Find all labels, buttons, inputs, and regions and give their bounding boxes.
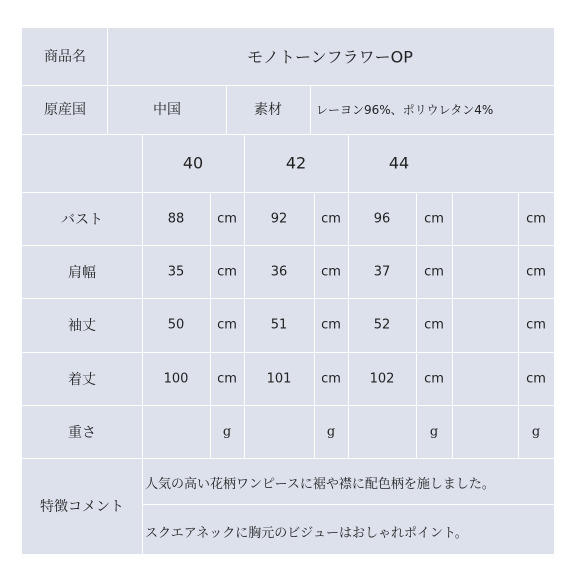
weight-extra-unit: g bbox=[531, 424, 541, 440]
comment-line-1: 人気の高い花柄ワンピースに裾や襟に配色柄を施しました。 bbox=[145, 477, 495, 492]
bust-40-value: 88 bbox=[167, 211, 185, 227]
sleeve-44-unit: cm bbox=[424, 317, 444, 333]
grid-line bbox=[22, 298, 554, 299]
product-name-label: 商品名 bbox=[44, 49, 86, 65]
grid-line bbox=[310, 85, 311, 134]
bust-44-value: 96 bbox=[373, 211, 391, 227]
comment-label: 特徴コメント bbox=[40, 499, 124, 515]
row-label-bust: バスト bbox=[61, 212, 103, 228]
size-header-42: 42 bbox=[285, 153, 307, 173]
grid-line bbox=[22, 192, 554, 193]
sleeve-42-value: 51 bbox=[270, 317, 288, 333]
length-40-value: 100 bbox=[163, 371, 189, 387]
length-40-unit: cm bbox=[217, 371, 237, 387]
grid-line bbox=[142, 134, 143, 554]
origin-value: 中国 bbox=[153, 102, 181, 118]
sleeve-extra-unit: cm bbox=[526, 317, 546, 333]
shoulder-extra-unit: cm bbox=[526, 264, 546, 280]
grid-line bbox=[22, 134, 554, 135]
row-label-sleeve: 袖丈 bbox=[68, 318, 96, 334]
grid-line bbox=[348, 134, 349, 458]
weight-42-unit: g bbox=[326, 424, 336, 440]
grid-line bbox=[244, 134, 245, 458]
grid-line bbox=[22, 458, 554, 459]
product-name-value: モノトーンフラワーOP bbox=[247, 47, 413, 67]
comment-line-2: スクエアネックに胸元のビジューはおしゃれポイント。 bbox=[145, 526, 468, 541]
bust-42-value: 92 bbox=[270, 211, 288, 227]
length-42-unit: cm bbox=[321, 371, 341, 387]
grid-line bbox=[22, 85, 554, 86]
material-label: 素材 bbox=[254, 102, 282, 118]
weight-40-unit: g bbox=[222, 424, 232, 440]
sleeve-42-unit: cm bbox=[321, 317, 341, 333]
bust-44-unit: cm bbox=[424, 211, 444, 227]
grid-line bbox=[142, 504, 554, 505]
length-44-value: 102 bbox=[369, 371, 395, 387]
bust-40-unit: cm bbox=[217, 211, 237, 227]
grid-line bbox=[518, 192, 519, 458]
length-extra-unit: cm bbox=[526, 371, 546, 387]
origin-label: 原産国 bbox=[44, 102, 86, 118]
shoulder-40-unit: cm bbox=[217, 264, 237, 280]
row-label-shoulder: 肩幅 bbox=[68, 265, 96, 281]
row-label-length: 着丈 bbox=[68, 372, 96, 388]
grid-line bbox=[226, 85, 227, 134]
sleeve-40-unit: cm bbox=[217, 317, 237, 333]
length-44-unit: cm bbox=[424, 371, 444, 387]
sleeve-44-value: 52 bbox=[373, 317, 391, 333]
row-label-weight: 重さ bbox=[68, 425, 96, 441]
shoulder-40-value: 35 bbox=[167, 264, 185, 280]
spec-sheet bbox=[22, 28, 554, 554]
length-42-value: 101 bbox=[266, 371, 292, 387]
grid-line bbox=[210, 192, 211, 458]
bust-42-unit: cm bbox=[321, 211, 341, 227]
grid-line bbox=[416, 192, 417, 458]
shoulder-42-value: 36 bbox=[270, 264, 288, 280]
grid-line bbox=[107, 28, 108, 134]
shoulder-44-value: 37 bbox=[373, 264, 391, 280]
weight-44-unit: g bbox=[429, 424, 439, 440]
size-header-44: 44 bbox=[388, 153, 410, 173]
shoulder-44-unit: cm bbox=[424, 264, 444, 280]
grid-line bbox=[22, 405, 554, 406]
bust-extra-unit: cm bbox=[526, 211, 546, 227]
material-value: レーヨン96%、ポリウレタン4% bbox=[316, 103, 494, 117]
shoulder-42-unit: cm bbox=[321, 264, 341, 280]
size-header-40: 40 bbox=[182, 153, 204, 173]
grid-line bbox=[22, 352, 554, 353]
grid-line bbox=[22, 245, 554, 246]
grid-line bbox=[452, 192, 453, 458]
sleeve-40-value: 50 bbox=[167, 317, 185, 333]
grid-line bbox=[314, 192, 315, 458]
